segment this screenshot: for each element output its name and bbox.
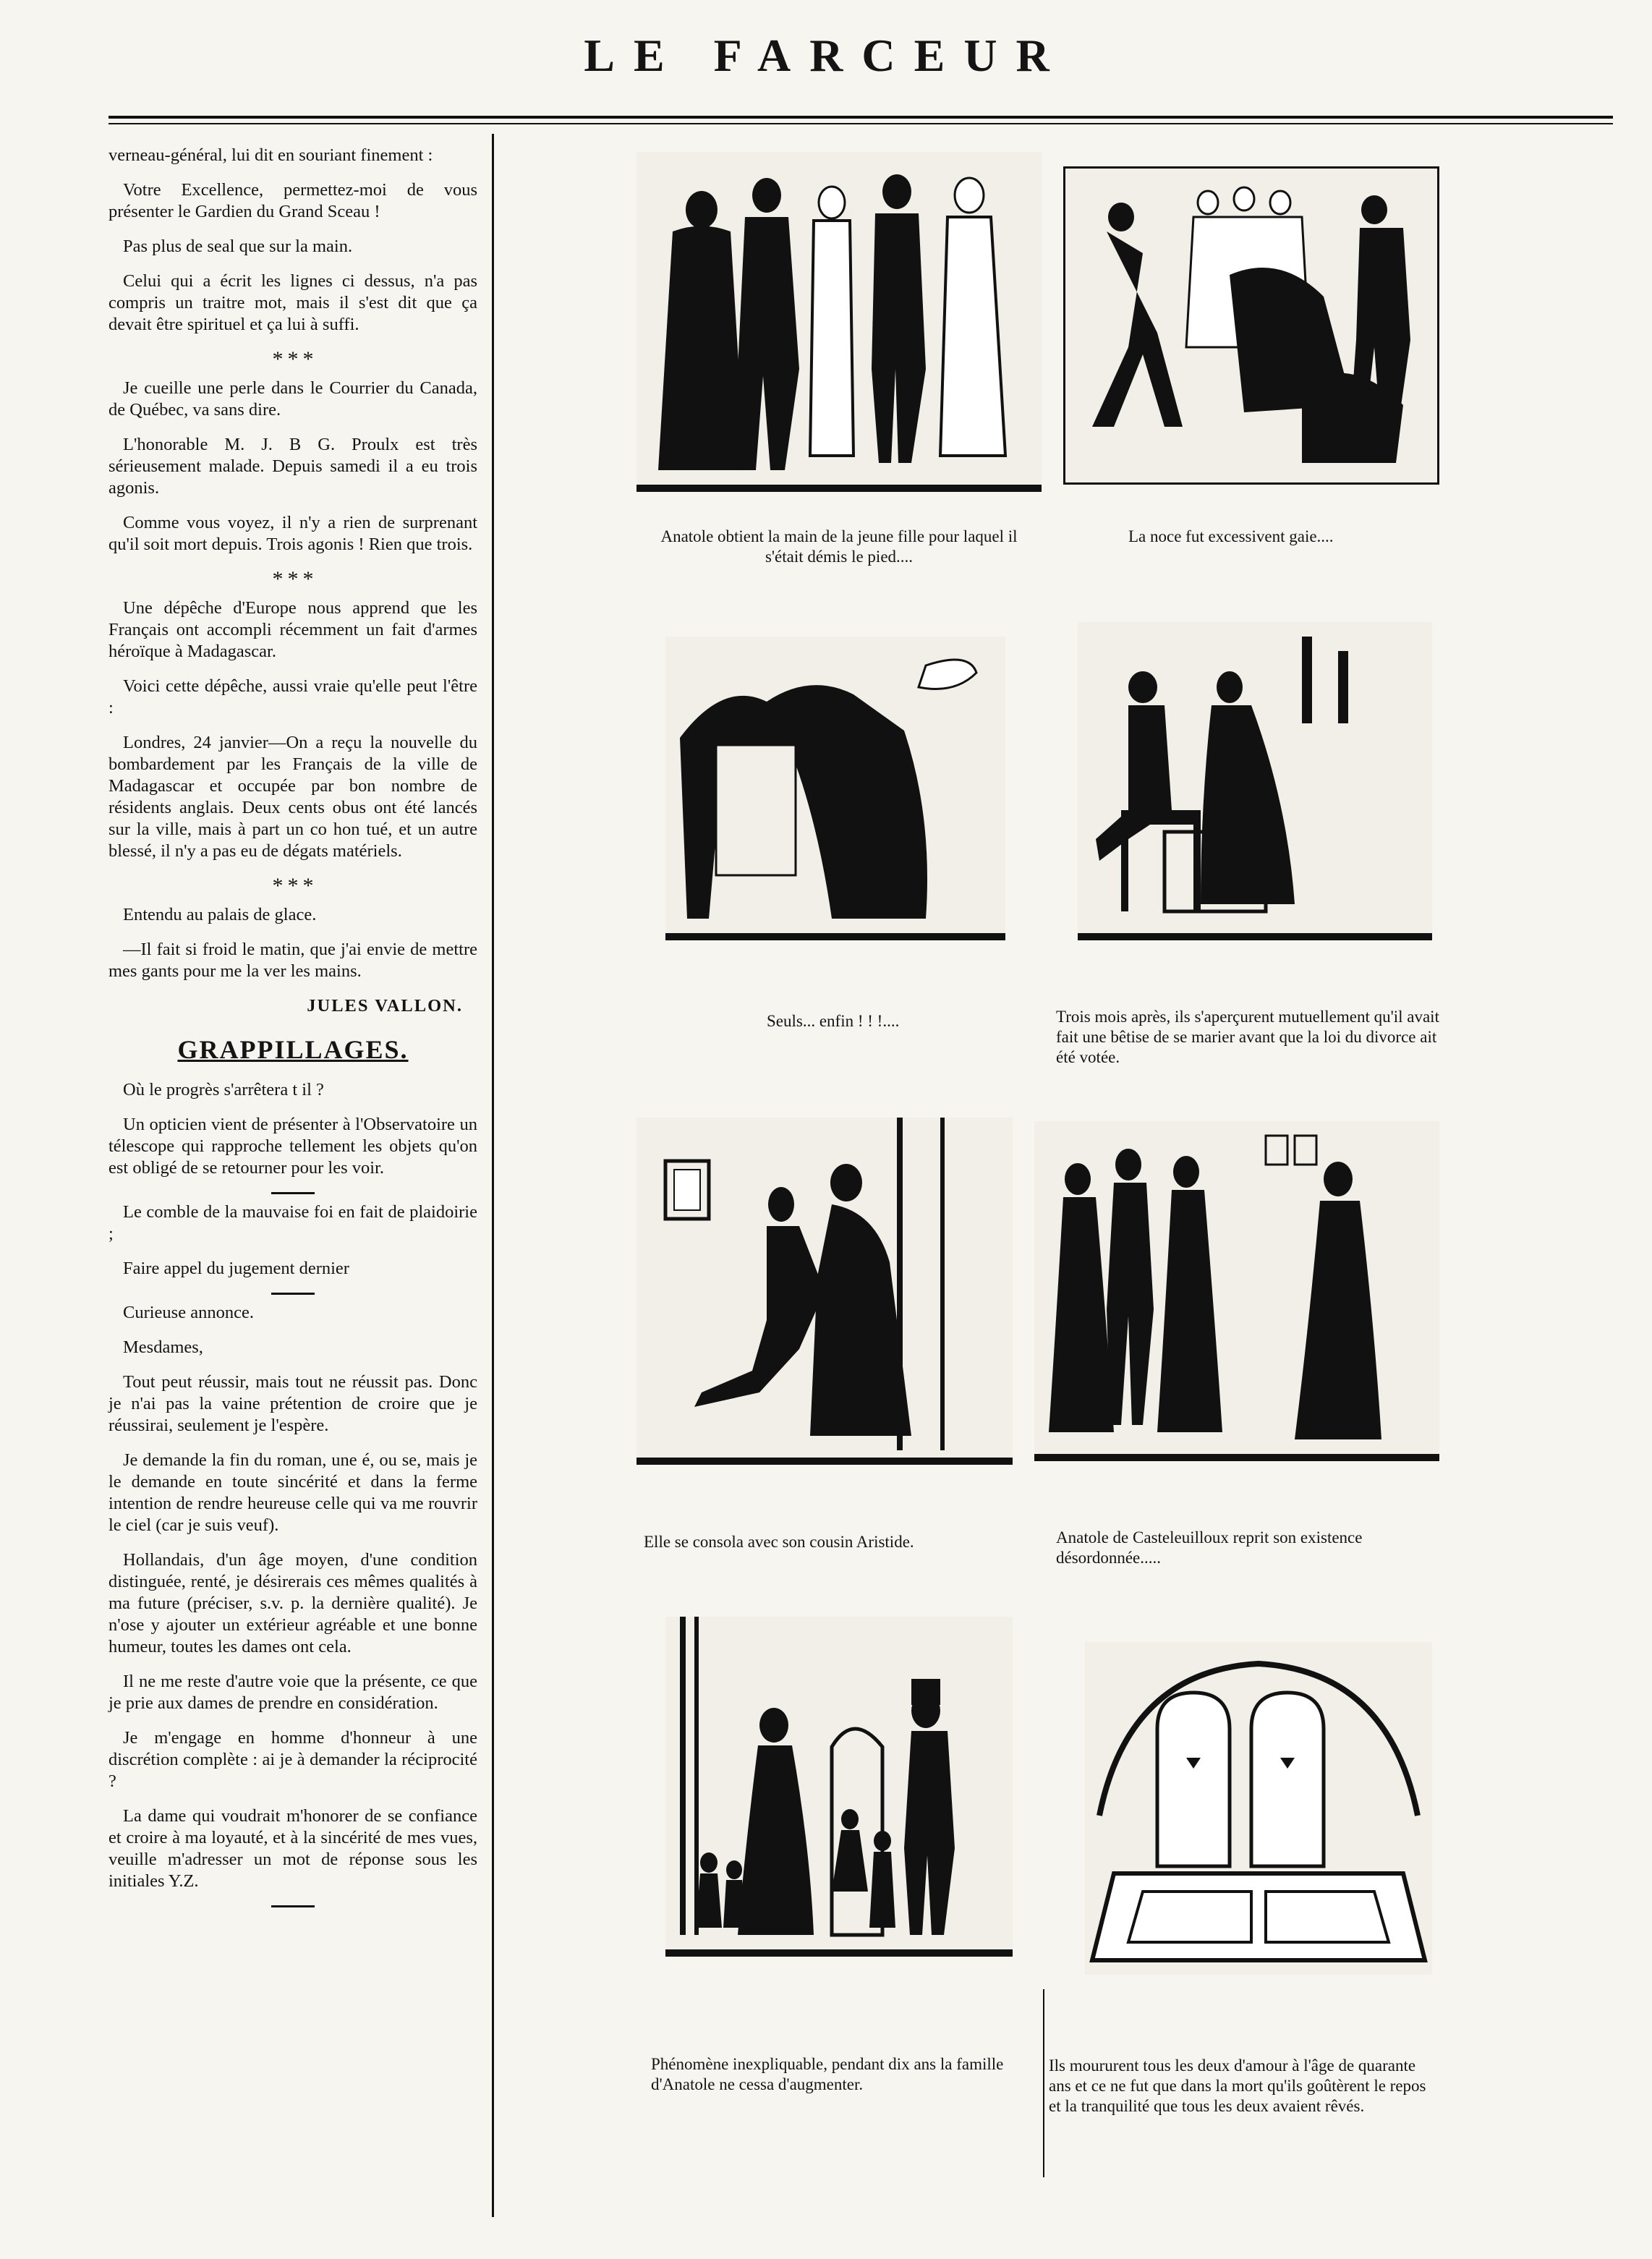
caption-6: Anatole de Casteleuilloux reprit son existence désordonnée..... xyxy=(1056,1528,1363,1567)
caption-1: Anatole obtient la main de la jeune fille pour laquel il s'était démis le pied.... xyxy=(660,527,1018,566)
caption-2: La noce fut excessivent gaie.... xyxy=(1128,527,1334,545)
paragraph: Une dépêche d'Europe nous apprend que les Français ont accompli récemment un fait d'armes héroïque à Madagascar. xyxy=(108,598,477,661)
caption-4: Trois mois après, ils s'aperçurent mutuellement qu'il avait fait une bêtise de se marier avant que la loi du divorce ait été votée. xyxy=(1056,1008,1439,1066)
separator-stars: * * * xyxy=(272,347,314,371)
caption-3: Seuls... enfin ! ! !.... xyxy=(767,1012,900,1030)
caption-divider xyxy=(1043,1989,1044,2177)
illustration-disorderly-life xyxy=(1034,1121,1439,1461)
paragraph: Je cueille une perle dans le Courrier du Canada, de Québec, va sans dire. xyxy=(108,378,477,420)
paragraph: Londres, 24 janvier—On a reçu la nouvelle du bombardement par les Français de la ville de Madagascar et occupée par bon nombre de résidents anglais. Deux cents obus ont été lancés sur la ville, mais à part un co hon tué, et un autre blessé, il n'y a pas eu de dégats matériels. xyxy=(108,733,477,861)
illustration-growing-family xyxy=(665,1617,1013,1957)
paragraph: Voici cette dépêche, aussi vraie qu'elle peut l'être : xyxy=(108,676,477,718)
paragraph: Tout peut réussir, mais tout ne réussit pas. Donc je n'ai pas la vaine prétention de croire que je réussirai, seulement je l'espère. xyxy=(108,1372,477,1435)
paragraph: Où le progrès s'arrêtera t il ? xyxy=(123,1080,324,1099)
caption-5: Elle se consola avec son cousin Aristide. xyxy=(644,1533,914,1551)
paragraph: La dame qui voudrait m'honorer de se confiance et croire à ma loyauté, et à la sincérité de mes vues, veuille m'adresser un mot de réponse sous les initiales Y.Z. xyxy=(108,1806,477,1891)
illustration-alone-at-last xyxy=(665,637,1005,940)
illustration-three-months-later xyxy=(1078,622,1432,940)
paragraph: Il ne me reste d'autre voie que la présente, ce que je prie aux dames de prendre en considération. xyxy=(108,1672,477,1713)
short-divider xyxy=(271,1905,315,1907)
paragraph: Comme vous voyez, il n'y a rien de surprenant qu'il soit mort depuis. Trois agonis ! Rien que trois. xyxy=(108,513,477,554)
paragraph: Le comble de la mauvaise foi en fait de plaidoirie ; xyxy=(108,1202,477,1243)
column-divider xyxy=(492,134,494,2217)
paragraph: Faire appel du jugement dernier xyxy=(123,1259,349,1278)
separator-stars: * * * xyxy=(272,874,314,898)
left-text-column xyxy=(108,145,477,1915)
masthead-rule-bottom xyxy=(108,123,1613,124)
author-signature: JULES VALLON. xyxy=(307,996,463,1016)
short-divider xyxy=(271,1293,315,1295)
section-title: GRAPPILLAGES. xyxy=(177,1035,409,1064)
masthead-title: LE FARCEUR xyxy=(584,30,1068,81)
paragraph: Je m'engage en homme d'honneur à une discrétion complète : ai je à demander la réciprocité ? xyxy=(108,1728,477,1791)
separator-stars: * * * xyxy=(272,567,314,591)
caption-7: Phénomène inexpliquable, pendant dix ans la famille d'Anatole ne cessa d'augmenter. xyxy=(651,2055,1004,2093)
caption-8: Ils moururent tous les deux d'amour à l'âge de quarante ans et ce ne fut que dans la mort qu'ils goûtèrent le repos et la tranquilité que tous les deux avaient rêvés. xyxy=(1049,2056,1426,2115)
paragraph: Curieuse annonce. xyxy=(123,1303,254,1322)
short-divider xyxy=(271,1192,315,1194)
paragraph: —Il fait si froid le matin, que j'ai envie de mettre mes gants pour me la ver les mains. xyxy=(108,940,477,981)
illustration-wedding-couple xyxy=(636,152,1042,492)
paragraph: Mesdames, xyxy=(123,1337,203,1357)
paragraph: Hollandais, d'un âge moyen, d'une condition distinguée, renté, je désirerais ces mêmes qualités à ma future (préciser, s.v. p. la dernière qualité). Je n'ose y ajouter un extérieur agréable et une bonne humeur, toutes les dames ont cela. xyxy=(108,1550,477,1656)
illustration-tombstones xyxy=(1085,1642,1432,1975)
paragraph: Je demande la fin du roman, une é, ou se, mais je le demande en toute sincérité et dans la ferme intention de rendre heureuse celle qui va me rouvrir le ciel (car je suis veuf). xyxy=(108,1450,477,1535)
paragraph: Votre Excellence, permettez-moi de vous présenter le Gardien du Grand Sceau ! xyxy=(108,180,477,221)
paragraph: Entendu au palais de glace. xyxy=(123,905,317,924)
paragraph: L'honorable M. J. B G. Proulx est très sérieusement malade. Depuis samedi il a eu trois agonis. xyxy=(108,435,477,498)
illustration-wedding-dance xyxy=(1063,166,1439,485)
paragraph: verneau-général, lui dit en souriant finement : xyxy=(108,145,433,165)
paragraph: Un opticien vient de présenter à l'Observatoire un télescope qui rapproche tellement les objets qu'on est obligé de se retourner pour les voir. xyxy=(108,1115,477,1178)
paragraph: Celui qui a écrit les lignes ci dessus, n'a pas compris un traitre mot, mais il s'est dit que ça devait être spirituel et ça lui à suffi. xyxy=(108,271,477,334)
illustration-cousin-aristide xyxy=(636,1118,1013,1465)
masthead-rule-top xyxy=(108,116,1613,119)
paragraph: Pas plus de seal que sur la main. xyxy=(123,237,353,256)
